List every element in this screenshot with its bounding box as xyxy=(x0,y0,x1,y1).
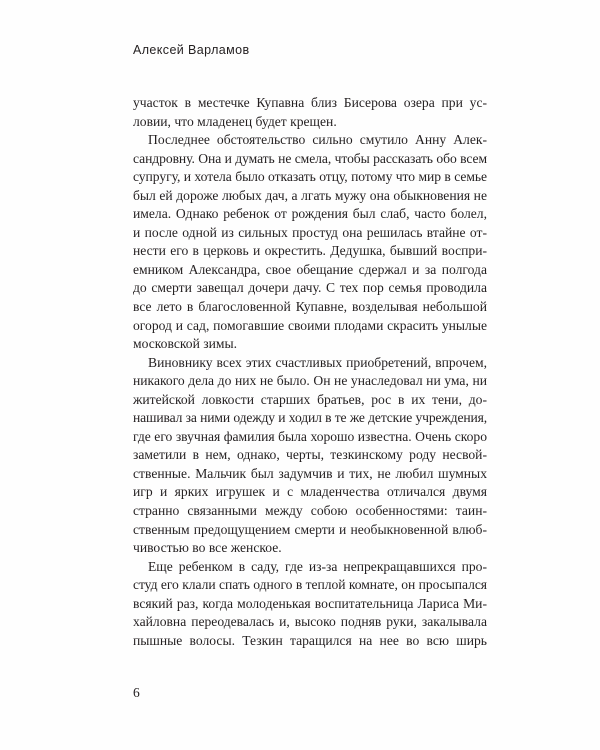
text-line: и после одной из сильных простуд она решилась втайне от- xyxy=(133,224,487,240)
text-line: чивостью во все женское. xyxy=(133,540,282,556)
text-line: ственные. Мальчик был задумчив и тих, не любил шумных xyxy=(133,465,487,481)
paragraph xyxy=(133,131,487,354)
text-line: никакого дела до них не было. Он не унаследовал ни ума, ни xyxy=(133,373,487,389)
text-line: Виновнику всех этих счастливых приобретений, впрочем, xyxy=(148,354,487,370)
text-line: всякий раз, когда молоденькая воспитательница Лариса Ми- xyxy=(133,595,487,611)
text-line: хайловна переодевалась и, высоко подняв руки, закалывала xyxy=(133,614,487,630)
text-line: нести его в церковь и окрестить. Дедушка, бывший воспри- xyxy=(133,243,487,259)
body-text xyxy=(133,94,487,650)
text-line: заметили в нем, однако, черты, тезкинскому роду несвой- xyxy=(133,447,487,463)
text-line: нашивал за ними одежду и ходил в те же детские учреждения, xyxy=(133,410,487,426)
text-line: все лето в благословенной Купавне, возделывая небольшой xyxy=(133,299,487,315)
text-line: ловии, что младенец будет крещен. xyxy=(133,113,337,129)
text-line: емником Александра, свое обещание сдержал и за полгода xyxy=(133,261,487,277)
text-line: огород и сад, помогавшие своими плодами скрасить унылые xyxy=(133,317,487,333)
text-line: имела. Однако ребенок от рождения был слаб, часто болел, xyxy=(133,206,487,222)
text-line: участок в местечке Купавна близ Бисерова озера при ус- xyxy=(133,95,487,110)
text-line: до смерти завещал дочери дачу. С тех пор семья проводила xyxy=(133,280,487,296)
text-line: студ его клали спать одного в теплой комнате, он просыпался xyxy=(133,577,487,593)
text-line: московской зимы. xyxy=(133,336,238,352)
paragraph xyxy=(133,354,487,558)
text-line: странно связанными между собою особенностями: таин- xyxy=(133,503,487,519)
text-line: игр и ярких игрушек и с младенчества отличался двумя xyxy=(133,484,487,500)
text-line: пышные волосы. Тезкин таращился на нее во всю ширь xyxy=(133,632,487,648)
text-line: был ей дороже любых дач, а лгать мужу она обыкновения не xyxy=(133,187,487,203)
paragraph xyxy=(133,94,487,131)
text-line: Последнее обстоятельство сильно смутило Анну Алек- xyxy=(148,132,487,148)
text-line: Еще ребенком в саду, где из-за непрекращавшихся про- xyxy=(148,558,487,574)
paragraph xyxy=(133,558,487,651)
text-line: супругу, и хотела было отказать отцу, потому что мир в семье xyxy=(133,169,487,185)
text-line: сандровну. Она и думать не смела, чтобы рассказать обо всем xyxy=(133,150,487,166)
text-line: житейской ловкости старших братьев, рос в их тени, до- xyxy=(133,391,487,407)
text-line: ственным предощущением смерти и необыкновенной влюб- xyxy=(133,521,487,537)
page-number: 6 xyxy=(133,685,140,700)
running-header: Алексей Варламов xyxy=(133,43,250,57)
text-line: где его звучная фамилия была хорошо известна. Очень скоро xyxy=(133,428,487,444)
